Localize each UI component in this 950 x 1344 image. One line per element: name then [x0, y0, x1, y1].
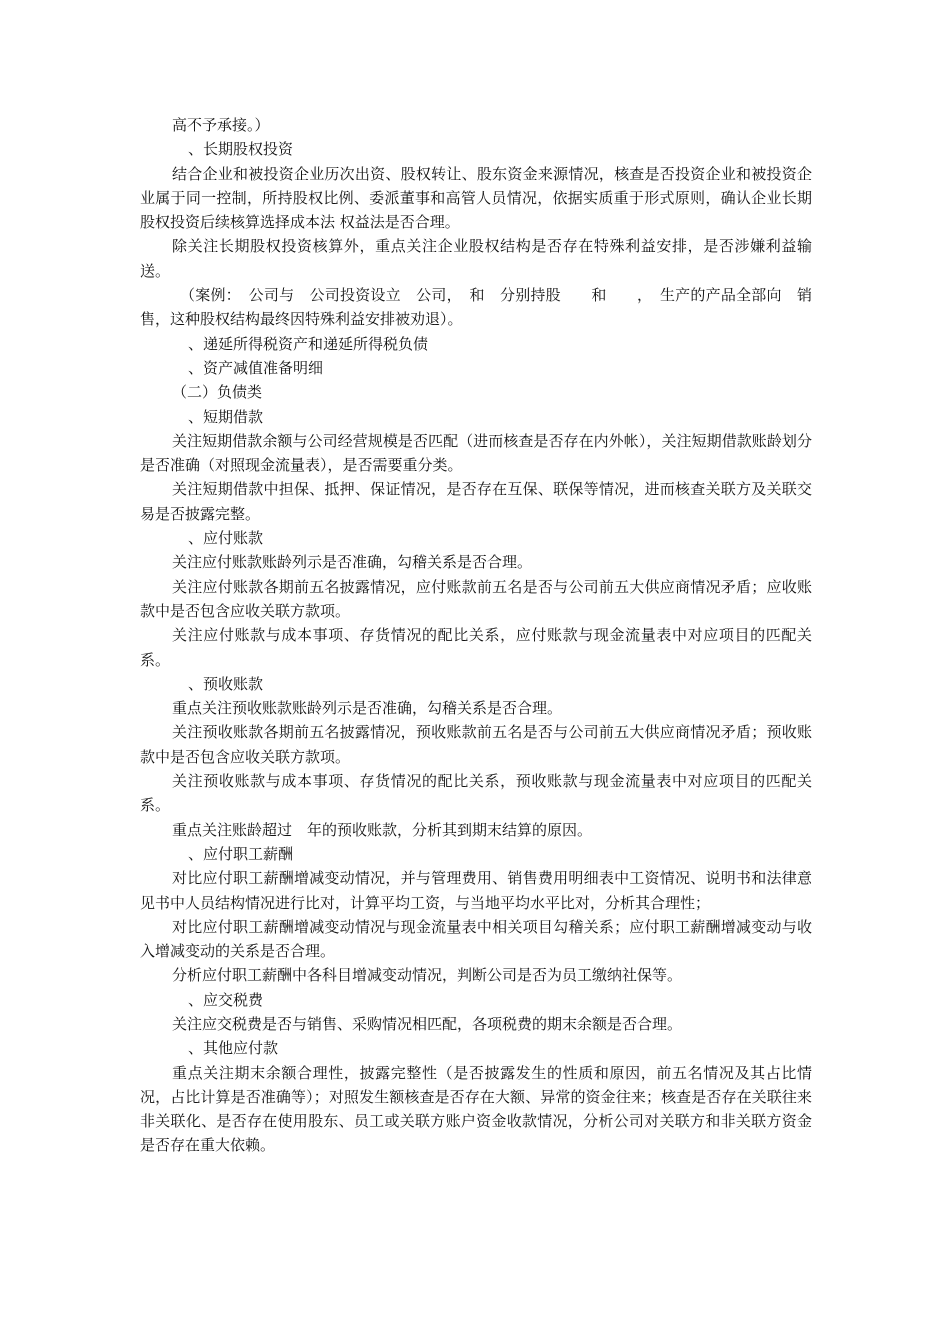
- paragraph: 关注应交税费是否与销售、采购情况相匹配，各项税费的期末余额是否合理。: [172, 1014, 683, 1033]
- section-heading: 、应付账款: [188, 529, 264, 548]
- paragraph: 除关注长期股权投资核算外，重点关注企业股权结构是否存在特殊利益安排，是否涉嫌利益输送。: [140, 237, 812, 280]
- category-heading: （二）负债类: [172, 383, 263, 402]
- section-heading: 、长期股权投资: [188, 140, 294, 159]
- paragraph: 重点关注期末余额合理性，披露完整性（是否披露发生的性质和原因，前五名情况及其占比情况，占比计算是否准确等）；对照发生额核查是否存在大额、异常的资金往来；核查是否存在关联往来非关联化、是否存在使用股东、员工或关联方账户资金收款情况，分析公司对关联方和非关联方资金是否存在重大依赖。: [140, 1063, 812, 1155]
- paragraph: 关注预收账款与成本事项、存货情况的配比关系，预收账款与现金流量表中对应项目的匹配关系。: [140, 772, 812, 815]
- paragraph: 对比应付职工薪酬增减变动情况，并与管理费用、销售费用明细表中工资情况、说明书和法律意见书中人员结构情况进行比对，计算平均工资，与当地平均水平比对，分析其合理性；: [140, 869, 812, 912]
- paragraph: 对比应付职工薪酬增减变动情况与现金流量表中相关项目勾稽关系；应付职工薪酬增减变动与收入增减变动的关系是否合理。: [140, 917, 812, 961]
- section-heading: 、预收账款: [188, 674, 264, 693]
- paragraph: 关注应付账款账龄列示是否准确，勾稽关系是否合理。: [172, 553, 533, 572]
- paragraph: 重点关注预收账款账龄列示是否准确，勾稽关系是否合理。: [172, 699, 563, 718]
- paragraph: 分析应付职工薪酬中各科目增减变动情况，判断公司是否为员工缴纳社保等。: [172, 966, 683, 985]
- paragraph: 关注短期借款余额与公司经营规模是否匹配（进而核查是否存在内外帐），关注短期借款账龄划分是否准确（对照现金流量表），是否需要重分类。: [140, 431, 812, 475]
- paragraph: 关注应付账款与成本事项、存货情况的配比关系，应付账款与现金流量表中对应项目的匹配关系。: [140, 626, 812, 669]
- paragraph: 重点关注账龄超过 年的预收账款，分析其到期末结算的原因。: [172, 820, 593, 839]
- section-heading: 、应付职工薪酬: [188, 844, 294, 863]
- section-heading: 、短期借款: [188, 407, 264, 426]
- document-page: [140, 113, 812, 1158]
- section-heading: 、其他应付款: [188, 1039, 279, 1058]
- paragraph: 关注应付账款各期前五名披露情况，应付账款前五名是否与公司前五大供应商情况矛盾；应收账款中是否包含应收关联方款项。: [140, 577, 812, 620]
- section-heading: 、资产减值准备明细: [188, 358, 324, 377]
- paragraph: 结合企业和被投资企业历次出资、股权转让、股东资金来源情况，核查是否投资企业和被投资企业属于同一控制，所持股权比例、委派董事和高管人员情况，依据实质重于形式原则，确认企业长期股权投资后续核算选择成本法 权益法是否合理。: [140, 164, 812, 232]
- paragraph: 关注短期借款中担保、抵押、保证情况，是否存在互保、联保等情况，进而核查关联方及关联交易是否披露完整。: [140, 480, 812, 523]
- case-paragraph: （案例： 公司与 公司投资设立 公司， 和 分别持股 和 ， 生产的产品全部向 销售，这种股权结构最终因特殊利益安排被劝退）。: [140, 286, 812, 329]
- section-heading: 、递延所得税资产和递延所得税负债: [188, 334, 429, 353]
- section-heading: 、应交税费: [188, 990, 264, 1009]
- paragraph: 高不予承接。）: [172, 116, 270, 134]
- paragraph: 关注预收账款各期前五名披露情况，预收账款前五名是否与公司前五大供应商情况矛盾；预收账款中是否包含应收关联方款项。: [140, 723, 812, 766]
